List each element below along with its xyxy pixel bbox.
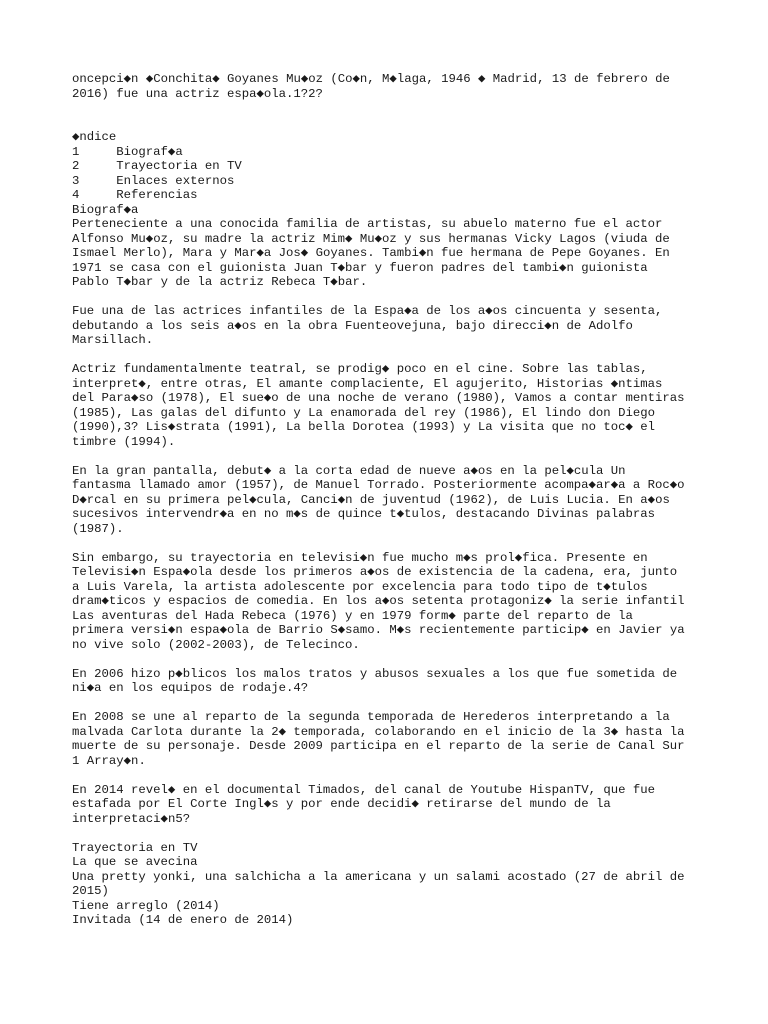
text-line: Perteneciente a una conocida familia de artistas, su abuelo materno fue el actor xyxy=(72,217,663,231)
text-line: dram◆ticos y espacios de comedia. En los a◆os setenta protagoniz◆ la serie infantil xyxy=(72,594,685,608)
blank-line xyxy=(72,348,712,363)
text-line: D◆rcal en su primera pel◆cula, Canci◆n de juventud (1962), de Luis Lucia. En a◆os xyxy=(72,492,670,507)
text-line: 2016) fue una actriz espa◆ola.1?2? xyxy=(72,86,323,101)
text-line: estafada por El Corte Ingl◆s y por ende decidi◆ retirarse del mundo de la xyxy=(72,797,611,811)
text-line: En 2008 se une al reparto de la segunda temporada de Herederos interpretando a la xyxy=(72,710,670,724)
text-line: ni◆a en los equipos de rodaje.4? xyxy=(72,681,309,695)
text-line: En 2006 hizo p◆blicos los malos tratos y abusos sexuales a los que fue sometida de xyxy=(72,666,678,681)
text-line: oncepci◆n ◆Conchita◆ Goyanes Mu◆oz (Co◆n, M◆laga, 1946 ◆ Madrid, 13 de febrero de xyxy=(72,72,670,86)
text-line: Marsillach. xyxy=(72,333,154,347)
text-line: Trayectoria en TV xyxy=(72,840,198,855)
text-line: Invitada (14 de enero de 2014) xyxy=(72,913,294,927)
text-line: debutando a los seis a◆os en la obra Fuenteovejuna, bajo direcci◆n de Adolfo xyxy=(72,318,633,333)
text-line: interpretaci◆n5? xyxy=(72,811,191,826)
text-line: 2 Trayectoria en TV xyxy=(72,159,242,173)
document-page xyxy=(72,72,712,928)
blank-line xyxy=(72,116,712,131)
text-line: primera versi◆n espa◆ola de Barrio S◆samo. M◆s recientemente particip◆ en Javier ya xyxy=(72,623,685,637)
text-line: muerte de su personaje. Desde 2009 participa en el reparto de la serie de Canal Sur xyxy=(72,739,685,753)
text-line: En la gran pantalla, debut◆ a la corta edad de nueve a◆os en la pel◆cula Un xyxy=(72,463,626,478)
blank-line xyxy=(72,290,712,305)
text-line: ◆ndice xyxy=(72,130,117,144)
text-line: del Para◆so (1978), El sue◆o de una noche de verano (1980), Vamos a contar mentiras xyxy=(72,391,685,405)
text-line: interpret◆, entre otras, El amante complaciente, El agujerito, Historias ◆ntimas xyxy=(72,376,663,391)
text-line: 1 Biograf◆a xyxy=(72,144,183,159)
blank-line xyxy=(72,768,712,783)
text-line: 1971 se casa con el guionista Juan T◆bar y fueron padres del tambi◆n guionista xyxy=(72,260,648,275)
text-line: Ismael Merlo), Mara y Mar◆a Jos◆ Goyanes. Tambi◆n fue hermana de Pepe Goyanes. En xyxy=(72,246,670,260)
text-line: timbre (1994). xyxy=(72,434,176,449)
text-line: no vive solo (2002-2003), de Telecinco. xyxy=(72,637,360,652)
text-line: Televisi◆n Espa◆ola desde los primeros a◆os de existencia de la cadena, era, junto xyxy=(72,565,678,579)
text-line: Las aventuras del Hada Rebeca (1976) y en 1979 form◆ parte del reparto de la xyxy=(72,608,633,623)
text-line: (1985), Las galas del difunto y La enamorada del rey (1986), El lindo don Diego xyxy=(72,405,655,420)
text-line: malvada Carlota durante la 2◆ temporada, colaborando en el inicio de la 3◆ hasta la xyxy=(72,724,685,739)
text-line: (1990),3? Lis◆strata (1991), La bella Dorotea (1993) y La visita que no toc◆ el xyxy=(72,420,656,434)
text-line: (1987). xyxy=(72,521,124,536)
text-line: Pablo T◆bar y de la actriz Rebeca T◆bar. xyxy=(72,275,368,289)
text-line: Biograf◆a xyxy=(72,202,139,217)
text-line: Una pretty yonki, una salchicha a la americana y un salami acostado (27 de abril de xyxy=(72,869,685,884)
text-line: Fue una de las actrices infantiles de la Espa◆a de los a◆os cincuenta y sesenta, xyxy=(72,304,663,318)
blank-line xyxy=(72,101,712,116)
text-line: sucesivos intervendr◆a en no m◆s de quince t◆tulos, destacando Divinas palabras xyxy=(72,507,656,521)
text-line: a Luis Varela, la artista adolescente por excelencia para todo tipo de t◆tulos xyxy=(72,579,648,594)
text-line: fantasma llamado amor (1957), de Manuel Torrado. Posteriormente acompa◆ar◆a a Roc◆o xyxy=(72,478,685,492)
text-line: Sin embargo, su trayectoria en televisi◆n fue mucho m◆s prol◆fica. Presente en xyxy=(72,550,648,565)
blank-line xyxy=(72,449,712,464)
text-line: En 2014 revel◆ en el documental Timados, del canal de Youtube HispanTV, que fue xyxy=(72,782,655,797)
text-line: La que se avecina xyxy=(72,855,198,869)
text-line: 1 Array◆n. xyxy=(72,753,146,768)
text-line: 2015) xyxy=(72,884,109,898)
text-line: Actriz fundamentalmente teatral, se prodig◆ poco en el cine. Sobre las tablas, xyxy=(72,362,648,376)
text-line: 3 Enlaces externos xyxy=(72,173,235,188)
text-line: 4 Referencias xyxy=(72,188,198,202)
text-line: Tiene arreglo (2014) xyxy=(72,898,220,913)
blank-line xyxy=(72,652,712,667)
blank-line xyxy=(72,696,712,711)
blank-line xyxy=(72,536,712,551)
blank-line xyxy=(72,826,712,841)
text-line: Alfonso Mu◆oz, su madre la actriz Mim◆ Mu◆oz y sus hermanas Vicky Lagos (viuda de xyxy=(72,231,670,246)
